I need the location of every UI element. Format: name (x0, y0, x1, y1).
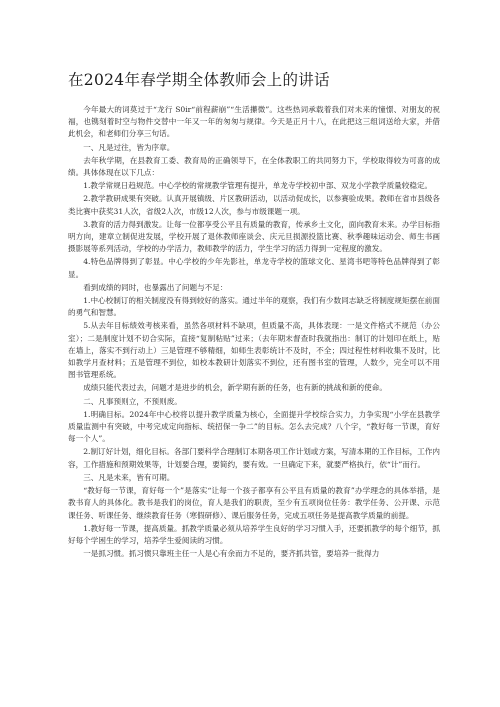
paragraph-intro: 今年最大的词莫过于“龙行 S0ir“前程薪崩”“生活攥微”。这些热词承载着我们对未来的憧憬、对朋友的祝福，也镌刻着时空与物件交替中一年又一年的匆匆与规律。今天是正月十八，在此把这三组词送给大家，并借此机会，和老师们分享三句话。 (68, 105, 440, 139)
document-title: 在2024年春学期全体教师会上的讲话 (68, 71, 330, 89)
paragraph-teaching-mission: “教好每一节课，育好每一个”是落实“让每一个孩子都享有公平且有质量的教育”办学理念的具体举措，是教书育人的具体化。教书是我们的岗位，育人是我们的职责，至少有五项岗位任务：教学任务、公开课、示范课任务、听课任务、继续教育任务（寒假研修）、课后服务任务，完成五项任务是提高教学质量的前提。 (68, 486, 440, 520)
paragraph-transition: 成绩只能代表过去，问题才是进步的机会，新学期有新的任务，也有新的挑战和新的使命。 (83, 383, 387, 393)
paragraph-last-term: 去年秋学期，在县教育工委、教育局的正确领导下，在全体教职工的共同努力下，学校取得较为可喜的成绩。具体体现在以下几点： (68, 155, 440, 178)
section-heading-three: 三、凡是未来，皆有可期。 (83, 472, 175, 482)
plan-item-2: 2.制订好计划，细化目标。各部门要科学合理制订本期各项工作计划或方案，写清本期的工作目标，工作内容，工作措施和预期效果等，计划要合理，要简约，要有效。一旦确定下来，就要严格执行，依“计”而行。 (68, 447, 440, 469)
plan-item-1: 1.明确目标。2024年中心校将以提升教学质量为核心，全面提升学校综合实力，力争实现“小学在县教学质量监测中有突破，中考完成定向指标、统招保一争二”的目标。怎么去完成？八个字，“教好每一节课，育好每一个人”。 (68, 409, 440, 444)
problem-item-1: 1.中心校制订的相关制度没有得到较好的落实。通过半年的观察，我们有少数同志缺乏将制度规矩摆在前面的勇气和智慧。 (68, 296, 440, 318)
document-body (68, 104, 440, 560)
future-item-1: 1.教好每一节课，提高质量。抓教学质量必须从培养学生良好的学习习惯入手，还要抓教学的每个细节，抓好每个学困生的学习，培养学生爱阅读的习惯。 (68, 523, 440, 545)
achievement-item-2: 2.教学教研成果有突破。认真开展镇级、片区教研活动，以活动促成长，以参赛验成果。教师在省市县级各类比赛中获奖31人次，省级2人次，市级12人次，参与市级课题一项。 (68, 194, 440, 216)
section-heading-one: 一、凡是过往，皆为序章。 (83, 142, 175, 152)
section-heading-two: 二、凡事预则立，不预则废。 (83, 396, 182, 406)
problem-item-5: 5.从去年目标绩效考核来看，虽然各项材料不缺项，但质量不高，具体表现：一是文件格式不规范（办公室）；二是制度计划不切合实际，直接“复制粘贴”过来；（去年期末督查时我就指出：制订的计划印在纸上，贴在墙上，落实不到行动上）三是管理不够精细，如师生表彰统计不及时，不全；四过程性材料收集不及时，比如教学月查材料；五是管理不到位，如校本教研计划落实不到位，还有图书室的管理，人数少，完全可以不用图书管理系统。 (68, 321, 440, 380)
achievement-item-3: 3.教育的活力得到激发。让每一位都享受公平且有质量的教育，传承乡土文化，面向教育未来。办学目标指明方向，建章立制促进发展，学校开展了退休教师座谈会、庆元旦损源投篮比赛、秋季趣味运动会、师生书画摄影展等系列活动，学校的办学活力，教师教学的活力，学生学习的活力得到一定程度的激发。 (68, 219, 440, 254)
achievement-item-1: 1.教学常规日趋规范。中心学校的常规教学管理有提升，单龙寺学校初中部、双龙小学教学质量较稳定。 (83, 181, 433, 191)
document-page (68, 70, 440, 560)
achievement-item-4: 4.特色品牌得到了彰显。中心学校的少年先影社，单龙寺学校的篮球文化、星湾书吧等特色品牌得到了彰显。 (68, 257, 440, 279)
paragraph-habits: 一是抓习惯。抓习惯只靠班主任一人是心有余而力不足的，要齐抓共管，要培养一批得力 (83, 549, 380, 559)
paragraph-problems-intro: 看到成绩的同时，也暴露出了问题与不足： (83, 282, 228, 292)
